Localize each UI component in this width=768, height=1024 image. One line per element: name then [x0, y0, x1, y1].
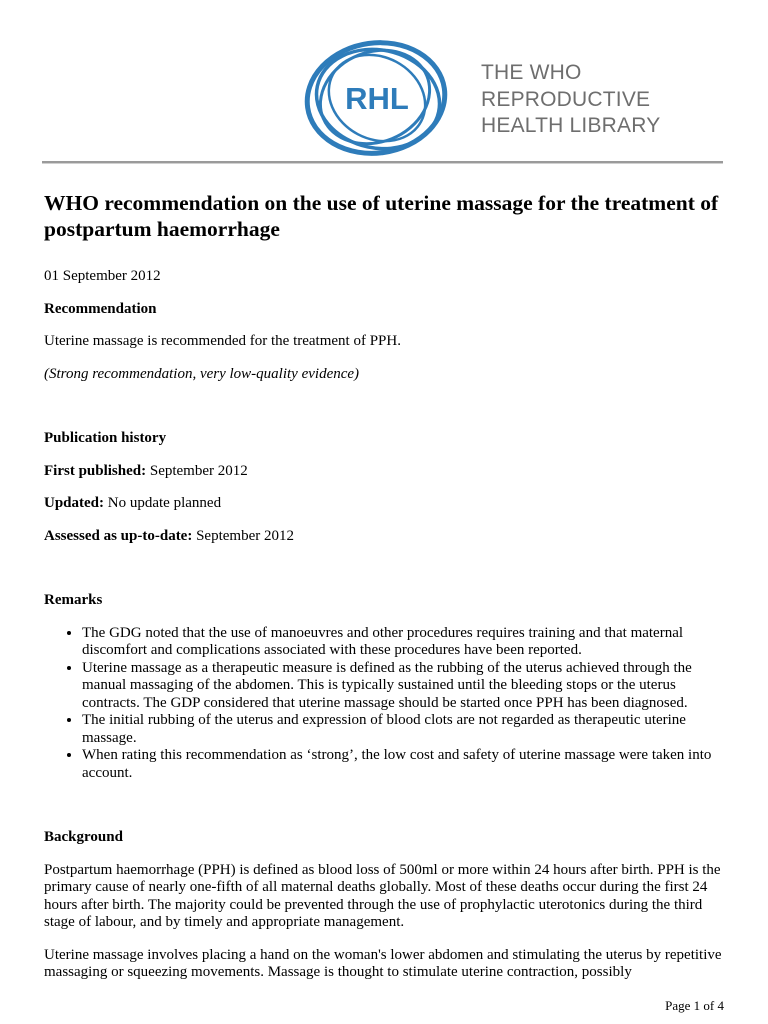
updated	[44, 495, 724, 513]
background-paragraph-2: Uterine massage involves placing a hand on the woman's lower abdomen and stimulating the uterus by repetitive massaging or squeezing movements. Massage is thought to stimulate uterine contraction, possibly	[44, 946, 722, 980]
list-item: • The initial rubbing of the uterus and expression of blood clots are not regarded as therapeutic uterine massage.	[82, 712, 724, 747]
list-item: • When rating this recommendation as ‘strong’, the low cost and safety of uterine massage were taken into account.	[82, 747, 724, 782]
document-date: 01 September 2012	[44, 268, 161, 284]
document-body	[44, 190, 724, 982]
list-item: • The GDG noted that the use of manoeuvres and other procedures requires training and that maternal discomfort and complications associated with these procedures have been reported.	[82, 625, 724, 660]
page-header	[0, 0, 768, 160]
first-published-label: First published:	[44, 462, 147, 479]
assessed-up-to-date	[44, 528, 724, 546]
page-number: Page 1 of 4	[665, 998, 724, 1013]
remarks-heading: Remarks	[44, 592, 103, 608]
publication-history-heading: Publication history	[44, 430, 167, 446]
updated-label: Updated:	[44, 495, 105, 511]
list-item: • Uterine massage as a therapeutic measure is defined as the rubbing of the uterus achieved through the manual massaging of the abdomen. This is typically sustained until the bleeding stops or the uterus contracts. The GDP considered that uterine massage should be started once PPH has been diagnosed.	[82, 660, 724, 713]
library-name-line-1: THE WHO	[481, 61, 582, 84]
library-name-line-2: REPRODUCTIVE	[481, 87, 651, 111]
first-published-value: September 2012	[146, 462, 248, 479]
rhl-logo	[302, 38, 452, 160]
library-name	[481, 60, 660, 140]
assessed-value: September 2012	[192, 527, 294, 544]
header-divider	[42, 161, 723, 164]
recommendation-strength: (Strong recommendation, very low-quality evidence)	[44, 365, 360, 382]
background-paragraph-1: Postpartum haemorrhage (PPH) is defined as blood loss of 500ml or more within 24 hours after birth. PPH is the primary cause of nearly one-fifth of all maternal deaths globally. Most of these deaths occur during the first 24 hours after birth. The majority could be prevented through the use of prophylactic uterotonics during the third stage of labour, and by timely and appropriate management.	[44, 861, 721, 930]
updated-value: No update planned	[104, 495, 222, 511]
assessed-label: Assessed as up-to-date:	[44, 527, 193, 544]
background-heading: Background	[44, 829, 123, 845]
recommendation-heading: Recommendation	[44, 300, 157, 317]
document-title: WHO recommendation on the use of uterine massage for the treatment of postpartum haemorrhage	[44, 191, 719, 241]
library-name-line-3: HEALTH LIBRARY	[481, 114, 661, 137]
first-published	[44, 463, 724, 481]
recommendation-text: Uterine massage is recommended for the treatment of PPH.	[44, 333, 401, 349]
remarks-list	[44, 625, 724, 783]
logo-text: RHL	[345, 81, 409, 116]
